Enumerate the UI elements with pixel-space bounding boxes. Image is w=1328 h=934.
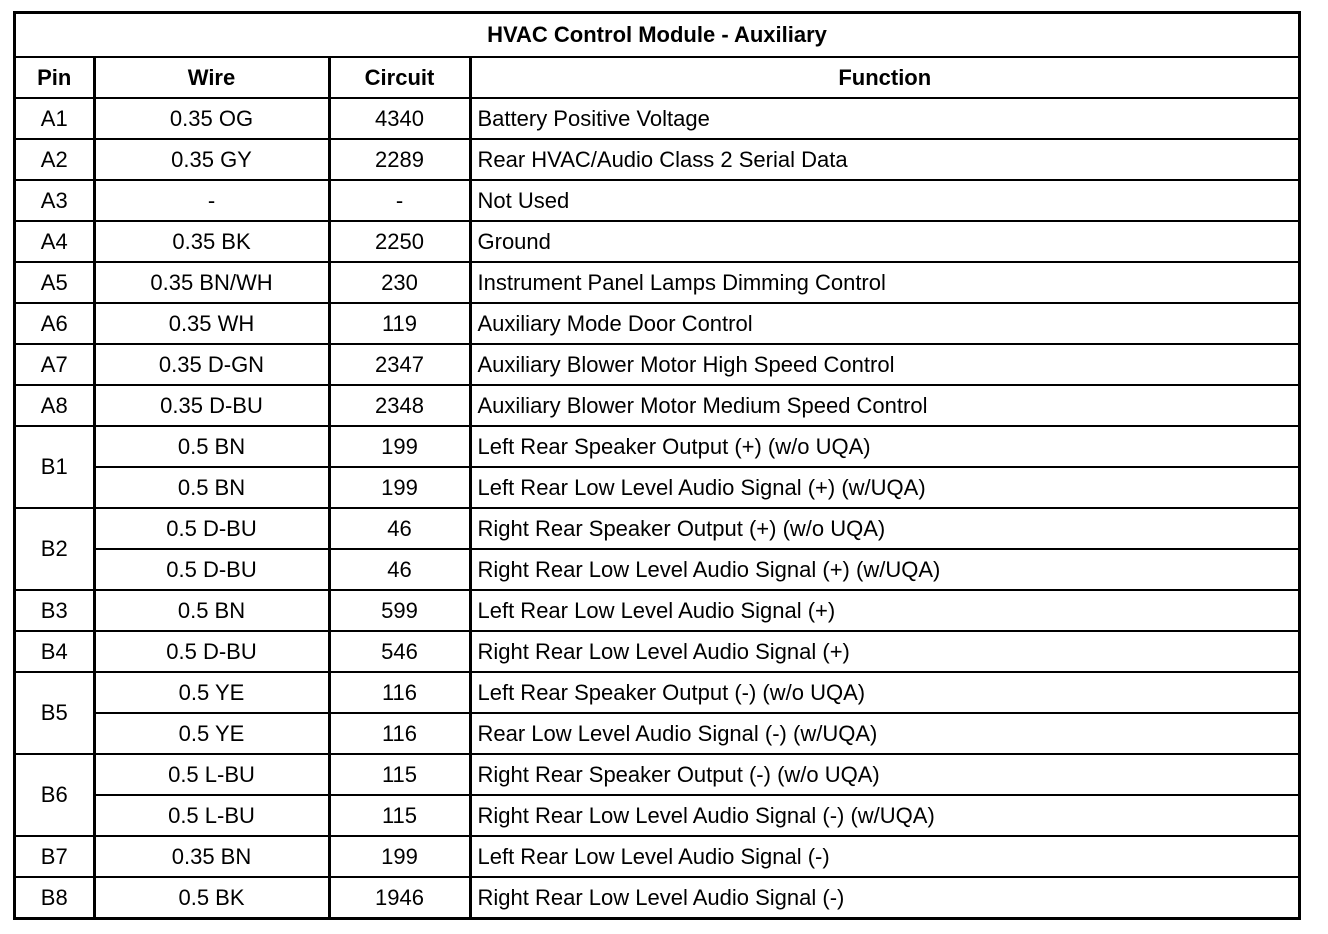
pin-cell: B1 (16, 426, 94, 508)
table-row (16, 344, 1298, 385)
wire-cell: 0.5 L-BU (94, 754, 329, 795)
table-title: HVAC Control Module - Auxiliary (487, 22, 827, 47)
circuit-cell: 4340 (329, 98, 470, 139)
connector-pinout-table (13, 11, 1301, 920)
wire-cell: 0.35 BN/WH (94, 262, 329, 303)
pin-cell: B4 (16, 631, 94, 672)
table-row (16, 549, 1298, 590)
function-cell: Left Rear Low Level Audio Signal (-) (470, 836, 1298, 877)
header-circuit: Circuit (329, 57, 470, 98)
function-cell: Instrument Panel Lamps Dimming Control (470, 262, 1298, 303)
circuit-cell: 546 (329, 631, 470, 672)
pin-cell: B6 (16, 754, 94, 836)
circuit-cell: 2289 (329, 139, 470, 180)
wire-cell: 0.5 D-BU (94, 549, 329, 590)
wire-cell: 0.5 YE (94, 672, 329, 713)
circuit-cell: 46 (329, 508, 470, 549)
circuit-cell: - (329, 180, 470, 221)
wire-cell: 0.5 BN (94, 467, 329, 508)
table-row (16, 385, 1298, 426)
table-body (16, 98, 1298, 918)
function-cell: Auxiliary Blower Motor Medium Speed Control (470, 385, 1298, 426)
function-cell: Right Rear Low Level Audio Signal (+) (470, 631, 1298, 672)
function-cell: Ground (470, 221, 1298, 262)
wire-cell: 0.35 BN (94, 836, 329, 877)
table-row (16, 713, 1298, 754)
table-row (16, 139, 1298, 180)
wire-cell: 0.5 BN (94, 590, 329, 631)
pin-cell: A1 (16, 98, 94, 139)
circuit-cell: 2348 (329, 385, 470, 426)
table-row (16, 262, 1298, 303)
circuit-cell: 116 (329, 713, 470, 754)
pinout-table (16, 14, 1298, 918)
function-cell: Rear Low Level Audio Signal (-) (w/UQA) (470, 713, 1298, 754)
circuit-cell: 199 (329, 426, 470, 467)
wire-cell: 0.5 BN (94, 426, 329, 467)
pin-cell: B3 (16, 590, 94, 631)
table-row (16, 98, 1298, 139)
function-cell: Left Rear Low Level Audio Signal (+) (470, 590, 1298, 631)
pin-cell: A2 (16, 139, 94, 180)
header-function: Function (470, 57, 1298, 98)
pin-cell: A4 (16, 221, 94, 262)
function-cell: Auxiliary Mode Door Control (470, 303, 1298, 344)
table-row (16, 754, 1298, 795)
table-row (16, 180, 1298, 221)
pin-cell: B7 (16, 836, 94, 877)
pin-cell: B8 (16, 877, 94, 918)
table-row (16, 672, 1298, 713)
header-wire: Wire (94, 57, 329, 98)
wire-cell: 0.5 D-BU (94, 631, 329, 672)
wire-cell: - (94, 180, 329, 221)
circuit-cell: 2250 (329, 221, 470, 262)
function-cell: Right Rear Speaker Output (-) (w/o UQA) (470, 754, 1298, 795)
table-row (16, 508, 1298, 549)
table-row (16, 795, 1298, 836)
circuit-cell: 115 (329, 754, 470, 795)
table-row (16, 221, 1298, 262)
circuit-cell: 599 (329, 590, 470, 631)
pin-cell: A7 (16, 344, 94, 385)
table-row (16, 631, 1298, 672)
pin-cell: B2 (16, 508, 94, 590)
circuit-cell: 115 (329, 795, 470, 836)
function-cell: Left Rear Speaker Output (+) (w/o UQA) (470, 426, 1298, 467)
function-cell: Rear HVAC/Audio Class 2 Serial Data (470, 139, 1298, 180)
function-cell: Not Used (470, 180, 1298, 221)
circuit-cell: 230 (329, 262, 470, 303)
circuit-cell: 199 (329, 836, 470, 877)
wire-cell: 0.35 D-GN (94, 344, 329, 385)
pin-cell: A8 (16, 385, 94, 426)
wire-cell: 0.35 D-BU (94, 385, 329, 426)
pin-cell: A6 (16, 303, 94, 344)
circuit-cell: 119 (329, 303, 470, 344)
table-row (16, 836, 1298, 877)
header-row (16, 57, 1298, 98)
wire-cell: 0.35 BK (94, 221, 329, 262)
wire-cell: 0.35 OG (94, 98, 329, 139)
circuit-cell: 2347 (329, 344, 470, 385)
title-row (16, 14, 1298, 57)
circuit-cell: 116 (329, 672, 470, 713)
circuit-cell: 1946 (329, 877, 470, 918)
table-row (16, 303, 1298, 344)
function-cell: Left Rear Low Level Audio Signal (+) (w/UQA) (470, 467, 1298, 508)
wire-cell: 0.5 L-BU (94, 795, 329, 836)
function-cell: Left Rear Speaker Output (-) (w/o UQA) (470, 672, 1298, 713)
wire-cell: 0.35 GY (94, 139, 329, 180)
function-cell: Right Rear Low Level Audio Signal (-) (w/UQA) (470, 795, 1298, 836)
pin-cell: A3 (16, 180, 94, 221)
wire-cell: 0.5 D-BU (94, 508, 329, 549)
circuit-cell: 199 (329, 467, 470, 508)
table-row (16, 467, 1298, 508)
function-cell: Right Rear Low Level Audio Signal (+) (w/UQA) (470, 549, 1298, 590)
table-row (16, 877, 1298, 918)
function-cell: Right Rear Low Level Audio Signal (-) (470, 877, 1298, 918)
wire-cell: 0.5 YE (94, 713, 329, 754)
function-cell: Right Rear Speaker Output (+) (w/o UQA) (470, 508, 1298, 549)
table-row (16, 426, 1298, 467)
pin-cell: A5 (16, 262, 94, 303)
wire-cell: 0.35 WH (94, 303, 329, 344)
circuit-cell: 46 (329, 549, 470, 590)
function-cell: Auxiliary Blower Motor High Speed Control (470, 344, 1298, 385)
pin-cell: B5 (16, 672, 94, 754)
table-row (16, 590, 1298, 631)
header-pin: Pin (16, 57, 94, 98)
wire-cell: 0.5 BK (94, 877, 329, 918)
function-cell: Battery Positive Voltage (470, 98, 1298, 139)
